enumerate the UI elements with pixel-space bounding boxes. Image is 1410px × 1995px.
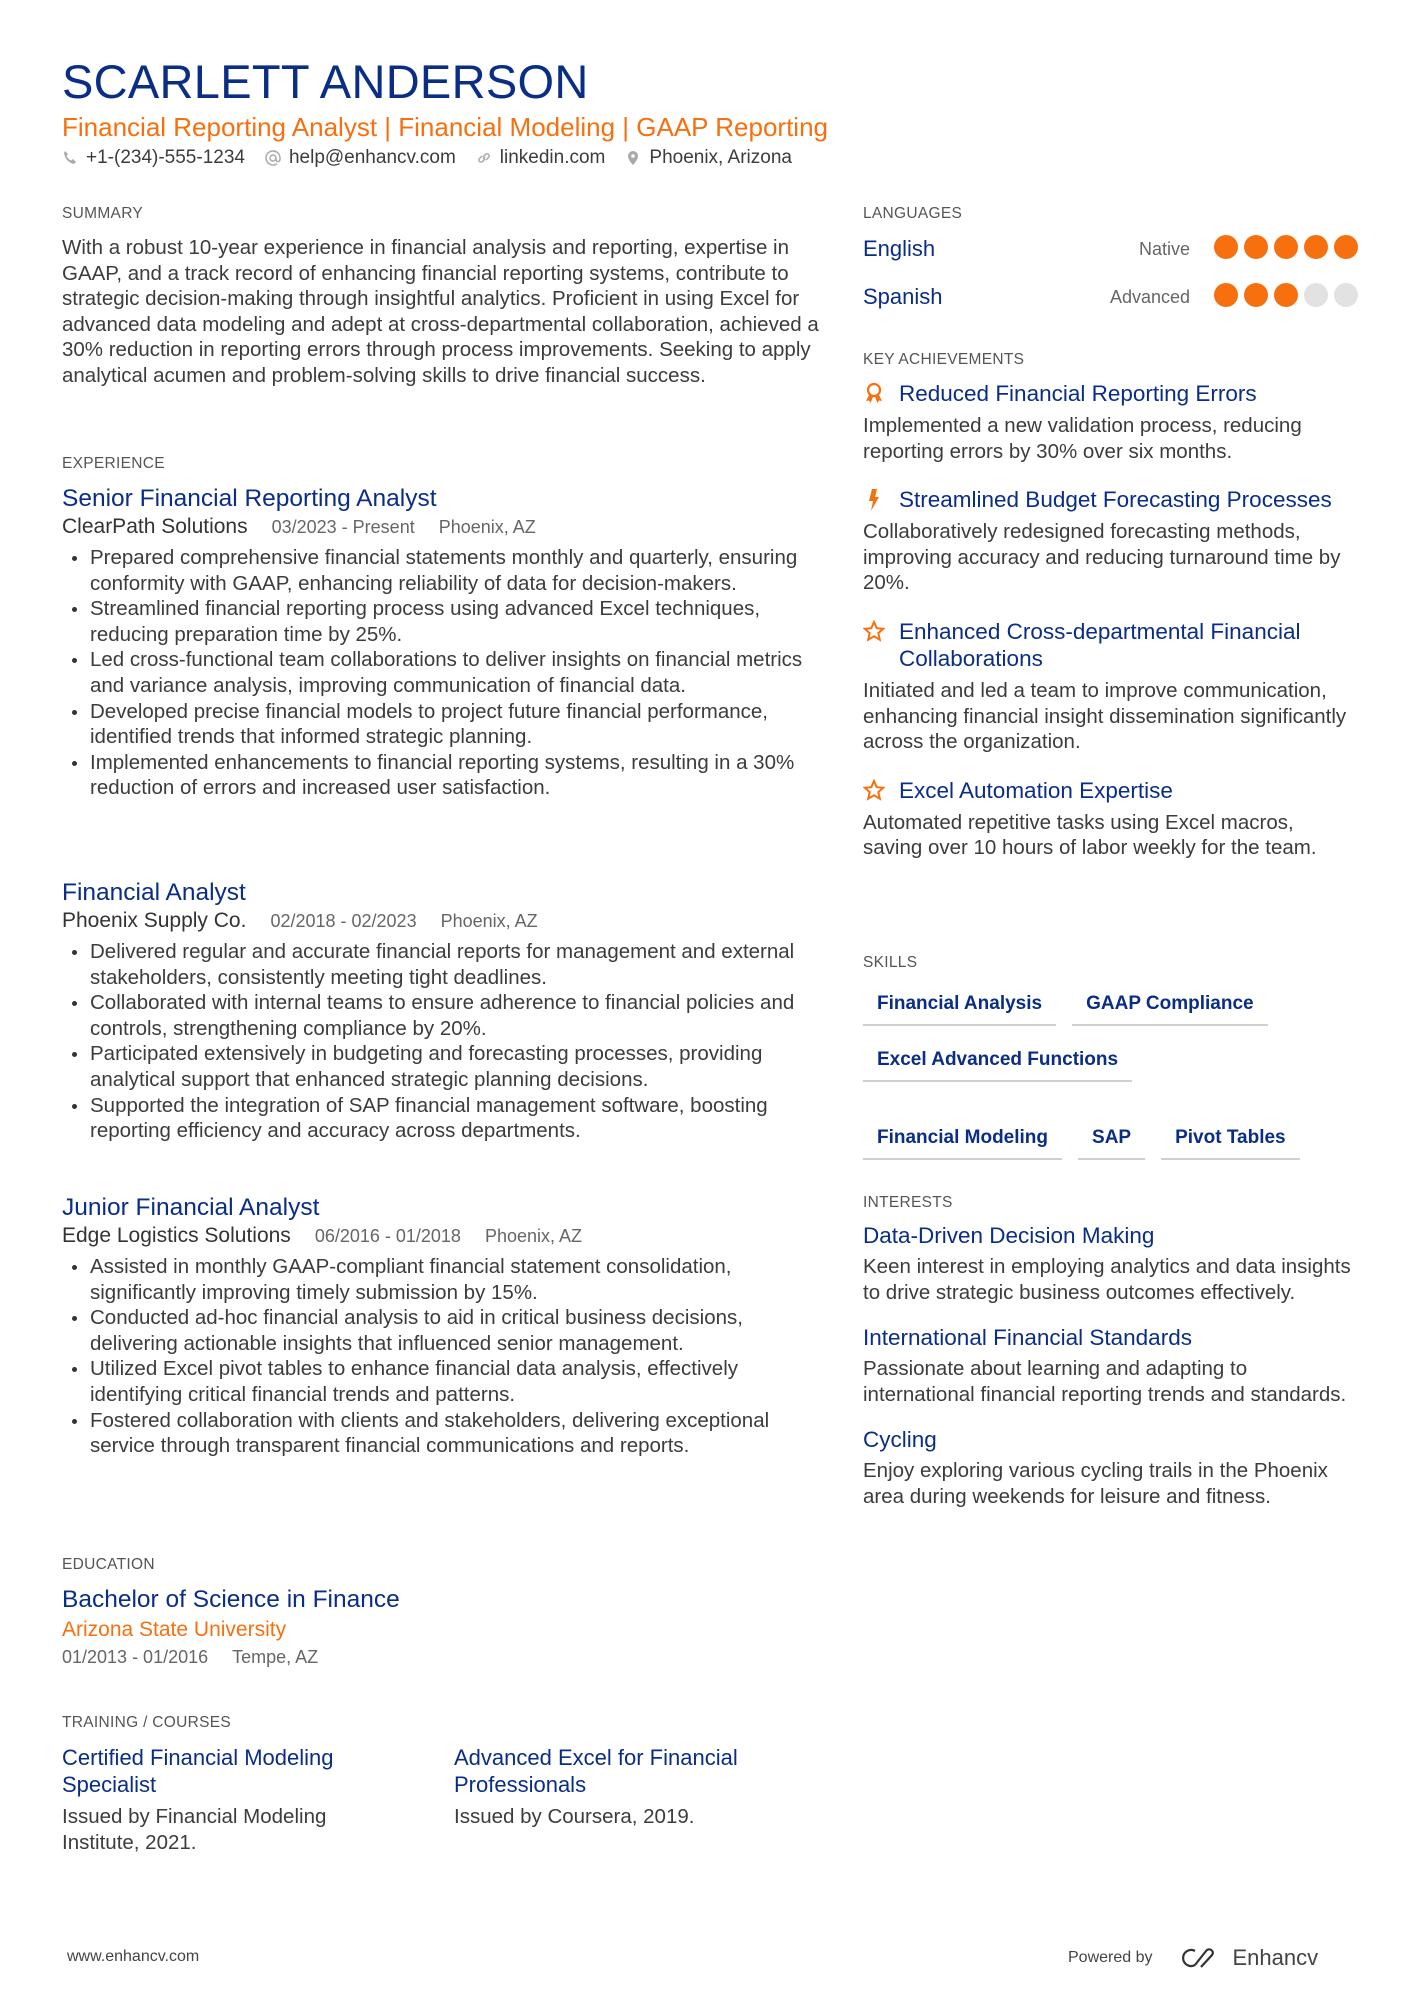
- job-entry: [62, 878, 812, 1144]
- skill-tag: GAAP Compliance: [1072, 992, 1268, 1026]
- job-company: Edge Logistics Solutions: [62, 1224, 291, 1247]
- achievement-title: Enhanced Cross-departmental Financial Collaborations: [899, 618, 1301, 671]
- interest-item: [863, 1221, 1358, 1305]
- job-bullet: Utilized Excel pivot tables to enhance financial data analysis, effectively identifying critical financial trends and patterns.: [62, 1356, 812, 1407]
- rating-dot-empty: [1304, 283, 1328, 307]
- skill-tag: Financial Analysis: [863, 992, 1056, 1026]
- language-item: [863, 273, 1358, 321]
- job-dates: 06/2016 - 01/2018: [314, 1226, 461, 1246]
- footer-website[interactable]: www.enhancv.com: [67, 1948, 200, 1965]
- achievement-title: Streamlined Budget Forecasting Processes: [899, 487, 1332, 513]
- at-icon: [265, 150, 281, 166]
- contact-location: Phoenix, Arizona: [625, 147, 792, 169]
- star-icon: [863, 779, 885, 803]
- achievement-desc: Implemented a new validation process, reducing reporting errors by 30% over six months.: [863, 414, 1302, 463]
- job-bullet: Prepared comprehensive financial statements monthly and quarterly, ensuring conformity with GAAP, enhancing reliability of data for decision-makers.: [62, 545, 812, 596]
- achievement-title: Excel Automation Expertise: [899, 777, 1173, 803]
- interest-title: Data-Driven Decision Making: [863, 1223, 1155, 1248]
- skills-list: [863, 992, 1363, 1160]
- achievement-desc: Automated repetitive tasks using Excel macros, saving over 10 hours of labor weekly for the team.: [863, 810, 1317, 860]
- school: Arizona State University: [62, 1618, 287, 1641]
- skill-tag: Pivot Tables: [1161, 1126, 1300, 1160]
- achievement-item: [863, 618, 1358, 755]
- candidate-name: SCARLETT ANDERSON: [62, 55, 589, 108]
- course-desc: Issued by Coursera, 2019.: [454, 1805, 695, 1828]
- enhancv-logo[interactable]: [1179, 1945, 1319, 1971]
- powered-by-label: Powered by: [1068, 1949, 1153, 1966]
- job-bullet: Implemented enhancements to financial reporting systems, resulting in a 30% reduction of errors and increased user satisfaction.: [62, 750, 812, 801]
- candidate-title: Financial Reporting Analyst | Financial Modeling | GAAP Reporting: [62, 112, 828, 142]
- job-bullet: Supported the integration of SAP financial management software, boosting reporting efficiency and accuracy across departments.: [62, 1093, 812, 1144]
- language-name: Spanish: [863, 284, 943, 309]
- job-location: Phoenix, AZ: [440, 911, 538, 931]
- job-bullet: Conducted ad-hoc financial analysis to aid in critical business decisions, delivering actionable insights that influenced senior management.: [62, 1305, 812, 1356]
- interest-desc: Enjoy exploring various cycling trails in the Phoenix area during weekends for leisure and fitness.: [863, 1459, 1328, 1508]
- interest-title: Cycling: [863, 1427, 937, 1453]
- enhancv-logo-icon: [1179, 1946, 1225, 1970]
- rating-dots: [1208, 235, 1358, 264]
- skill-tag: Excel Advanced Functions: [863, 1048, 1132, 1082]
- job-location: Phoenix, AZ: [484, 1226, 583, 1246]
- bolt-icon: [863, 488, 885, 512]
- job-bullet: Developed precise financial models to project future financial performance, identified trends that informed strategic planning.: [62, 699, 812, 750]
- education-dates: 01/2013 - 01/2016: [62, 1647, 209, 1667]
- contact-email[interactable]: help@enhancv.com: [265, 147, 456, 169]
- course-item: [454, 1744, 794, 1830]
- contact-phone: +1-(234)-555-1234: [62, 147, 245, 169]
- job-bullet: Delivered regular and accurate financial reports for management and external stakeholders, consistently meeting tight deadlines.: [62, 939, 812, 990]
- education-location: Tempe, AZ: [232, 1647, 319, 1667]
- language-name: English: [863, 236, 936, 261]
- degree: Bachelor of Science in Finance: [62, 1586, 400, 1613]
- job-bullet: Streamlined financial reporting process using advanced Excel techniques, reducing preparation time by 25%.: [62, 596, 812, 647]
- award-icon: [863, 382, 885, 406]
- achievement-item: [863, 777, 1358, 861]
- section-title-skills: SKILLS: [863, 954, 918, 971]
- achievement-title: Reduced Financial Reporting Errors: [899, 381, 1257, 406]
- achievement-desc: Collaboratively redesigned forecasting methods, improving accuracy and reducing turnaround time by 20%.: [863, 520, 1341, 595]
- star-icon: [863, 620, 885, 644]
- job-company: ClearPath Solutions: [62, 515, 248, 538]
- job-dates: 03/2023 - Present: [271, 517, 415, 537]
- interests-list: [863, 1221, 1358, 1528]
- section-title-experience: EXPERIENCE: [62, 455, 165, 472]
- job-bullet: Led cross-functional team collaborations to deliver insights on financial metrics and variance analysis, improving communication of financial data.: [62, 647, 812, 698]
- rating-dot-filled: [1304, 235, 1328, 259]
- section-title-achievements: KEY ACHIEVEMENTS: [863, 351, 1025, 368]
- interest-desc: Passionate about learning and adapting to international financial reporting trends and standards.: [863, 1357, 1347, 1406]
- course-name: Advanced Excel for Financial Professionals: [454, 1745, 738, 1797]
- rating-dot-filled: [1274, 235, 1298, 259]
- job-company: Phoenix Supply Co.: [62, 909, 247, 932]
- rating-dot-filled: [1334, 235, 1358, 259]
- rating-dot-filled: [1214, 283, 1238, 307]
- job-role: Senior Financial Reporting Analyst: [62, 485, 437, 512]
- job-bullet: Collaborated with internal teams to ensure adherence to financial policies and controls, strengthening compliance by 20%.: [62, 990, 812, 1041]
- achievement-item: [863, 380, 1358, 464]
- education-entry: [62, 1585, 812, 1668]
- rating-dot-filled: [1244, 283, 1268, 307]
- brand-name: Enhancv: [1232, 1945, 1319, 1970]
- achievement-desc: Initiated and led a team to improve communication, enhancing financial insight dissemination significantly across the organization.: [863, 678, 1347, 754]
- summary-text: With a robust 10-year experience in financial analysis and reporting, expertise in GAAP, and a track record of enhancing financial reporting systems, contribute to strategic decision-making through insightful analytics. Proficient in using Excel for advanced data modeling and adept at cross-departmental collaboration, achieved a 30% reduction in reporting errors through process improvements. Seeking to apply analytical acumen and problem-solving skills to drive financial success.: [62, 236, 819, 387]
- job-bullet: Participated extensively in budgeting and forecasting processes, providing analytical support that enhanced strategic planning decisions.: [62, 1041, 812, 1092]
- footer-powered-by: [1068, 1945, 1318, 1971]
- rating-dot-empty: [1334, 283, 1358, 307]
- language-level: Native: [1138, 238, 1190, 259]
- achievement-item: [863, 486, 1358, 596]
- section-title-education: EDUCATION: [62, 1556, 155, 1573]
- section-title-training: TRAINING / COURSES: [62, 1714, 232, 1731]
- interest-item: [863, 1425, 1358, 1509]
- section-title-summary: SUMMARY: [62, 205, 144, 222]
- job-bullet: Fostered collaboration with clients and stakeholders, delivering exceptional service through transparent financial communications and reports.: [62, 1408, 812, 1459]
- course-name: Certified Financial Modeling Specialist: [62, 1745, 334, 1797]
- contact-info: [62, 147, 792, 169]
- achievements-list: [863, 380, 1358, 883]
- section-title-languages: LANGUAGES: [863, 205, 963, 222]
- job-role: Financial Analyst: [62, 879, 246, 906]
- job-bullet: Assisted in monthly GAAP-compliant financial statement consolidation, significantly improving timely submission by 15%.: [62, 1254, 812, 1305]
- job-location: Phoenix, AZ: [438, 517, 536, 537]
- rating-dots: [1208, 283, 1358, 312]
- job-dates: 02/2018 - 02/2023: [270, 911, 417, 931]
- rating-dot-filled: [1244, 235, 1268, 259]
- language-level: Advanced: [1109, 286, 1190, 307]
- interest-title: International Financial Standards: [863, 1325, 1192, 1351]
- rating-dot-filled: [1214, 235, 1238, 259]
- skill-tag: SAP: [1078, 1126, 1145, 1160]
- interest-item: [863, 1323, 1358, 1407]
- location-pin-icon: [625, 150, 641, 166]
- course-item: [62, 1744, 382, 1855]
- course-desc: Issued by Financial Modeling Institute, 2021.: [62, 1805, 327, 1854]
- section-title-interests: INTERESTS: [863, 1194, 953, 1211]
- job-role: Junior Financial Analyst: [62, 1194, 320, 1221]
- link-icon: [476, 150, 492, 166]
- contact-linkedin[interactable]: linkedin.com: [476, 147, 606, 169]
- languages-list: [863, 225, 1358, 321]
- skill-tag: Financial Modeling: [863, 1126, 1062, 1160]
- interest-desc: Keen interest in employing analytics and data insights to drive strategic business outcomes effectively.: [863, 1255, 1351, 1304]
- phone-icon: [62, 150, 78, 166]
- job-entry: [62, 1193, 812, 1459]
- language-item: [863, 225, 1358, 273]
- job-entry: [62, 484, 812, 801]
- rating-dot-filled: [1274, 283, 1298, 307]
